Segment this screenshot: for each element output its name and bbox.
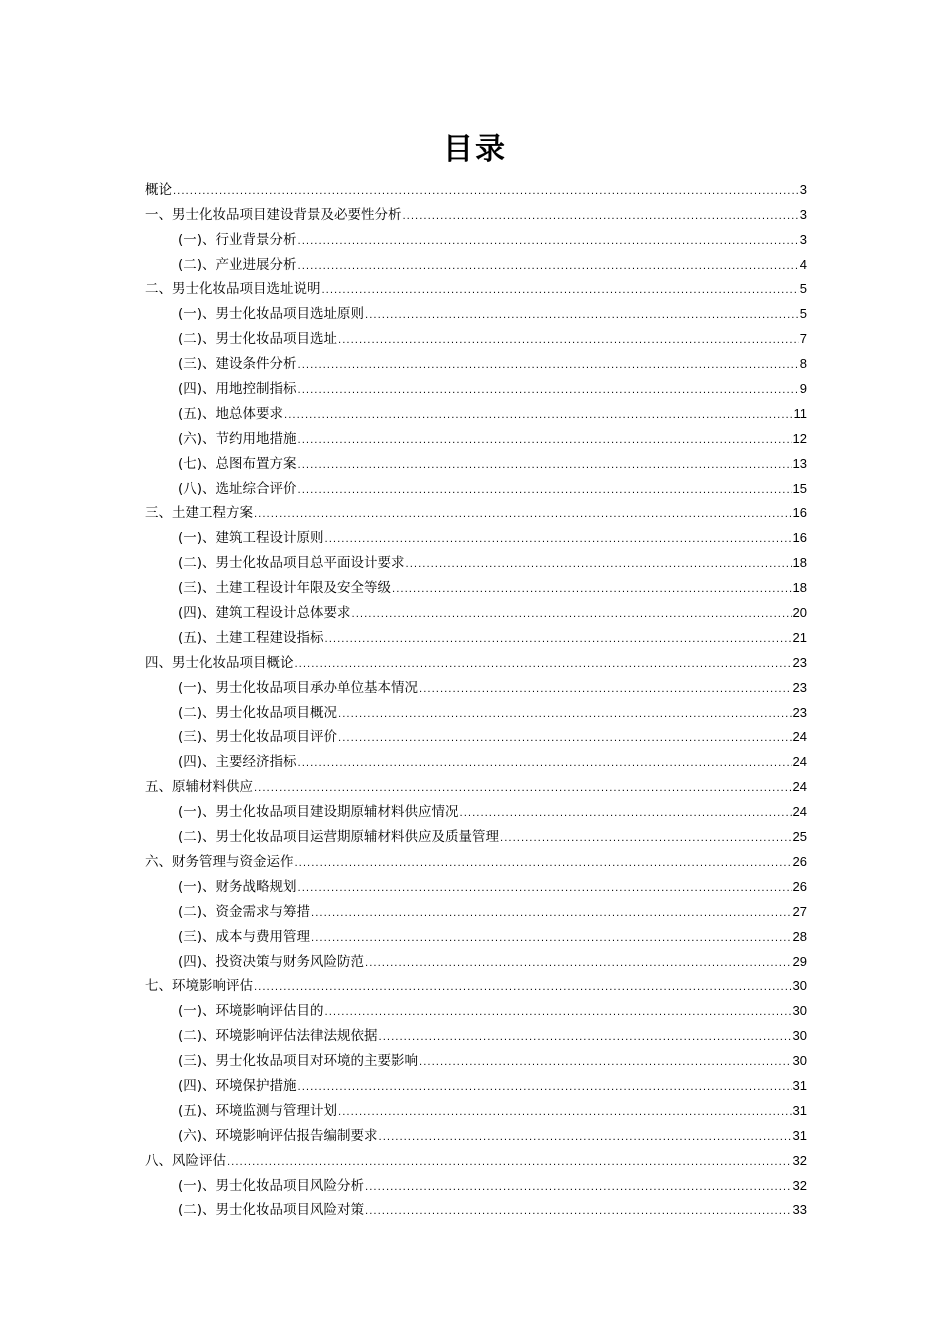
toc-entry-text: (一)、男士化妆品项目建设期原辅材料供应情况 xyxy=(178,804,459,821)
toc-entry-12[interactable] xyxy=(145,473,807,498)
toc-entry-page: 26 xyxy=(792,853,807,869)
toc-entry-text: (一)、环境影响评估目的 xyxy=(178,1003,324,1020)
toc-entry-text: (二)、产业进展分析 xyxy=(178,256,297,273)
toc-entry-page: 24 xyxy=(792,729,807,745)
toc-leader-dots xyxy=(322,284,799,298)
toc-leader-dots xyxy=(298,235,799,249)
toc-entry-page: 13 xyxy=(792,455,807,471)
toc-entry-27[interactable] xyxy=(145,846,807,871)
toc-leader-dots xyxy=(325,1006,792,1020)
toc-leader-dots xyxy=(298,459,792,473)
toc-entry-text: (五)、土建工程建设指标 xyxy=(178,629,324,646)
toc-entry-29[interactable] xyxy=(145,896,807,921)
toc-entry-text: (一)、财务战略规划 xyxy=(178,878,297,895)
toc-leader-dots xyxy=(298,484,792,498)
toc-entry-18[interactable] xyxy=(145,622,807,647)
toc-entry-0[interactable] xyxy=(145,174,807,199)
toc-leader-dots xyxy=(325,633,792,647)
toc-entry-3[interactable] xyxy=(145,249,807,274)
toc-leader-dots xyxy=(392,583,791,597)
toc-entry-2[interactable] xyxy=(145,224,807,249)
toc-leader-dots xyxy=(295,857,792,871)
toc-entry-text: 四、男士化妆品项目概论 xyxy=(145,654,294,671)
toc-leader-dots xyxy=(365,1181,791,1195)
toc-entry-text: (二)、男士化妆品项目选址 xyxy=(178,331,338,348)
toc-entry-1[interactable] xyxy=(145,199,807,224)
toc-entry-4[interactable] xyxy=(145,274,807,299)
toc-entry-text: (一)、男士化妆品项目承办单位基本情况 xyxy=(178,679,419,696)
toc-entry-32[interactable] xyxy=(145,971,807,996)
toc-entry-text: 概论 xyxy=(145,181,172,198)
toc-leader-dots xyxy=(406,558,792,572)
toc-entry-text: (二)、男士化妆品项目运营期原辅材料供应及质量管理 xyxy=(178,829,500,846)
toc-leader-dots xyxy=(460,807,792,821)
toc-leader-dots xyxy=(311,907,791,921)
toc-entry-page: 7 xyxy=(799,331,807,347)
toc-entry-text: (五)、环境监测与管理计划 xyxy=(178,1102,338,1119)
toc-leader-dots xyxy=(365,957,791,971)
toc-entry-page: 23 xyxy=(792,679,807,695)
toc-entry-page: 25 xyxy=(792,829,807,845)
toc-entry-page: 18 xyxy=(792,580,807,596)
toc-leader-dots xyxy=(254,782,792,796)
toc-leader-dots xyxy=(295,658,792,672)
toc-entry-page: 16 xyxy=(792,530,807,546)
toc-leader-dots xyxy=(298,757,792,771)
toc-entry-text: (四)、环境保护措施 xyxy=(178,1077,297,1094)
toc-entry-10[interactable] xyxy=(145,423,807,448)
toc-leader-dots xyxy=(298,882,792,896)
toc-entry-23[interactable] xyxy=(145,746,807,771)
toc-entry-page: 8 xyxy=(799,356,807,372)
toc-leader-dots xyxy=(338,732,791,746)
toc-leader-dots xyxy=(419,1056,791,1070)
toc-leader-dots xyxy=(365,309,799,323)
toc-entry-page: 26 xyxy=(792,878,807,894)
toc-entry-28[interactable] xyxy=(145,871,807,896)
toc-entry-page: 23 xyxy=(792,704,807,720)
toc-entry-page: 15 xyxy=(792,480,807,496)
toc-entry-page: 30 xyxy=(792,1053,807,1069)
toc-entry-8[interactable] xyxy=(145,373,807,398)
toc-entry-24[interactable] xyxy=(145,771,807,796)
toc-entry-page: 5 xyxy=(799,281,807,297)
toc-entry-14[interactable] xyxy=(145,522,807,547)
toc-entry-page: 3 xyxy=(799,231,807,247)
toc-entry-page: 12 xyxy=(792,430,807,446)
toc-leader-dots xyxy=(379,1031,792,1045)
toc-entry-text: (四)、建筑工程设计总体要求 xyxy=(178,605,351,622)
toc-entry-page: 5 xyxy=(799,306,807,322)
toc-entry-page: 32 xyxy=(792,1152,807,1168)
toc-leader-dots xyxy=(311,932,791,946)
toc-entry-text: (六)、环境影响评估报告编制要求 xyxy=(178,1127,378,1144)
toc-entry-31[interactable] xyxy=(145,946,807,971)
toc-entry-text: 六、财务管理与资金运作 xyxy=(145,853,294,870)
toc-entry-text: 七、环境影响评估 xyxy=(145,978,253,995)
toc-entry-page: 21 xyxy=(792,629,807,645)
toc-entry-6[interactable] xyxy=(145,323,807,348)
toc-entry-text: 二、男士化妆品项目选址说明 xyxy=(145,281,321,298)
toc-title: 目录 xyxy=(443,132,507,167)
toc-entry-page: 11 xyxy=(793,405,807,421)
toc-entry-text: 八、风险评估 xyxy=(145,1152,226,1169)
toc-entry-22[interactable] xyxy=(145,722,807,747)
toc-entry-page: 20 xyxy=(792,605,807,621)
toc-entry-19[interactable] xyxy=(145,647,807,672)
toc-entry-7[interactable] xyxy=(145,348,807,373)
toc-entry-page: 3 xyxy=(799,181,807,197)
toc-leader-dots xyxy=(365,1205,791,1219)
toc-entry-text: (五)、地总体要求 xyxy=(178,405,284,422)
toc-entry-35[interactable] xyxy=(145,1045,807,1070)
toc-entry-text: (二)、资金需求与筹措 xyxy=(178,903,311,920)
toc-leader-dots xyxy=(227,1156,792,1170)
toc-leader-dots xyxy=(352,608,792,622)
toc-leader-dots xyxy=(284,409,792,423)
toc-entry-page: 31 xyxy=(792,1077,807,1093)
toc-entry-text: (六)、节约用地措施 xyxy=(178,430,297,447)
toc-entry-9[interactable] xyxy=(145,398,807,423)
toc-entry-page: 24 xyxy=(792,779,807,795)
toc-entry-40[interactable] xyxy=(145,1170,807,1195)
toc-leader-dots xyxy=(419,683,791,697)
toc-entry-11[interactable] xyxy=(145,448,807,473)
toc-leader-dots xyxy=(338,1106,791,1120)
toc-entry-34[interactable] xyxy=(145,1020,807,1045)
toc-entry-text: (三)、土建工程设计年限及安全等级 xyxy=(178,580,392,597)
toc-entry-36[interactable] xyxy=(145,1070,807,1095)
toc-entry-text: (二)、男士化妆品项目总平面设计要求 xyxy=(178,555,405,572)
toc-entry-25[interactable] xyxy=(145,796,807,821)
toc-leader-dots xyxy=(298,359,799,373)
toc-entry-text: 一、男士化妆品项目建设背景及必要性分析 xyxy=(145,206,402,223)
toc-entry-page: 31 xyxy=(792,1102,807,1118)
toc-entry-text: (四)、用地控制指标 xyxy=(178,381,297,398)
toc-entry-text: (一)、男士化妆品项目选址原则 xyxy=(178,306,365,323)
toc-leader-dots xyxy=(298,434,792,448)
toc-entry-33[interactable] xyxy=(145,995,807,1020)
toc-entry-page: 31 xyxy=(792,1127,807,1143)
toc-entry-30[interactable] xyxy=(145,921,807,946)
toc-entry-15[interactable] xyxy=(145,547,807,572)
toc-entry-page: 9 xyxy=(799,381,807,397)
toc-entry-page: 29 xyxy=(792,953,807,969)
toc-entry-17[interactable] xyxy=(145,597,807,622)
toc-entry-page: 24 xyxy=(792,804,807,820)
toc-entry-page: 30 xyxy=(792,978,807,994)
toc-entry-page: 16 xyxy=(792,505,807,521)
toc-leader-dots xyxy=(254,508,792,522)
toc-entry-page: 23 xyxy=(792,654,807,670)
table-of-contents xyxy=(145,174,807,1219)
toc-entry-41[interactable] xyxy=(145,1195,807,1220)
toc-entry-page: 32 xyxy=(792,1177,807,1193)
toc-leader-dots xyxy=(403,210,799,224)
toc-entry-page: 30 xyxy=(792,1003,807,1019)
toc-entry-5[interactable] xyxy=(145,298,807,323)
toc-entry-text: (三)、成本与费用管理 xyxy=(178,928,311,945)
toc-entry-text: (四)、投资决策与财务风险防范 xyxy=(178,953,365,970)
toc-entry-text: (三)、男士化妆品项目评价 xyxy=(178,729,338,746)
toc-entry-20[interactable] xyxy=(145,672,807,697)
toc-entry-text: (八)、选址综合评价 xyxy=(178,480,297,497)
toc-entry-text: (七)、总图布置方案 xyxy=(178,455,297,472)
toc-entry-text: (一)、男士化妆品项目风险分析 xyxy=(178,1177,365,1194)
toc-entry-page: 30 xyxy=(792,1028,807,1044)
toc-leader-dots xyxy=(298,384,799,398)
toc-entry-text: (二)、男士化妆品项目概况 xyxy=(178,704,338,721)
toc-entry-39[interactable] xyxy=(145,1145,807,1170)
toc-entry-text: 五、原辅材料供应 xyxy=(145,779,253,796)
toc-leader-dots xyxy=(338,708,791,722)
toc-entry-page: 28 xyxy=(792,928,807,944)
toc-leader-dots xyxy=(325,533,792,547)
toc-leader-dots xyxy=(298,1081,792,1095)
toc-leader-dots xyxy=(298,260,799,274)
toc-entry-text: (二)、环境影响评估法律法规依据 xyxy=(178,1028,378,1045)
toc-entry-page: 18 xyxy=(792,555,807,571)
toc-entry-text: (一)、建筑工程设计原则 xyxy=(178,530,324,547)
toc-entry-text: (四)、主要经济指标 xyxy=(178,754,297,771)
toc-leader-dots xyxy=(254,981,792,995)
toc-leader-dots xyxy=(338,334,799,348)
toc-entry-page: 4 xyxy=(799,256,807,272)
toc-entry-text: (三)、建设条件分析 xyxy=(178,356,297,373)
toc-entry-16[interactable] xyxy=(145,572,807,597)
toc-entry-21[interactable] xyxy=(145,697,807,722)
toc-entry-text: (一)、行业背景分析 xyxy=(178,231,297,248)
toc-entry-page: 27 xyxy=(792,903,807,919)
toc-entry-page: 3 xyxy=(799,206,807,222)
toc-entry-page: 33 xyxy=(792,1202,807,1218)
toc-leader-dots xyxy=(173,185,799,199)
toc-entry-38[interactable] xyxy=(145,1120,807,1145)
toc-entry-text: 三、土建工程方案 xyxy=(145,505,253,522)
toc-leader-dots xyxy=(500,832,791,846)
toc-entry-26[interactable] xyxy=(145,821,807,846)
toc-entry-page: 24 xyxy=(792,754,807,770)
toc-entry-13[interactable] xyxy=(145,498,807,523)
toc-entry-37[interactable] xyxy=(145,1095,807,1120)
toc-entry-text: (三)、男士化妆品项目对环境的主要影响 xyxy=(178,1053,419,1070)
toc-leader-dots xyxy=(379,1131,792,1145)
toc-entry-text: (二)、男士化妆品项目风险对策 xyxy=(178,1202,365,1219)
